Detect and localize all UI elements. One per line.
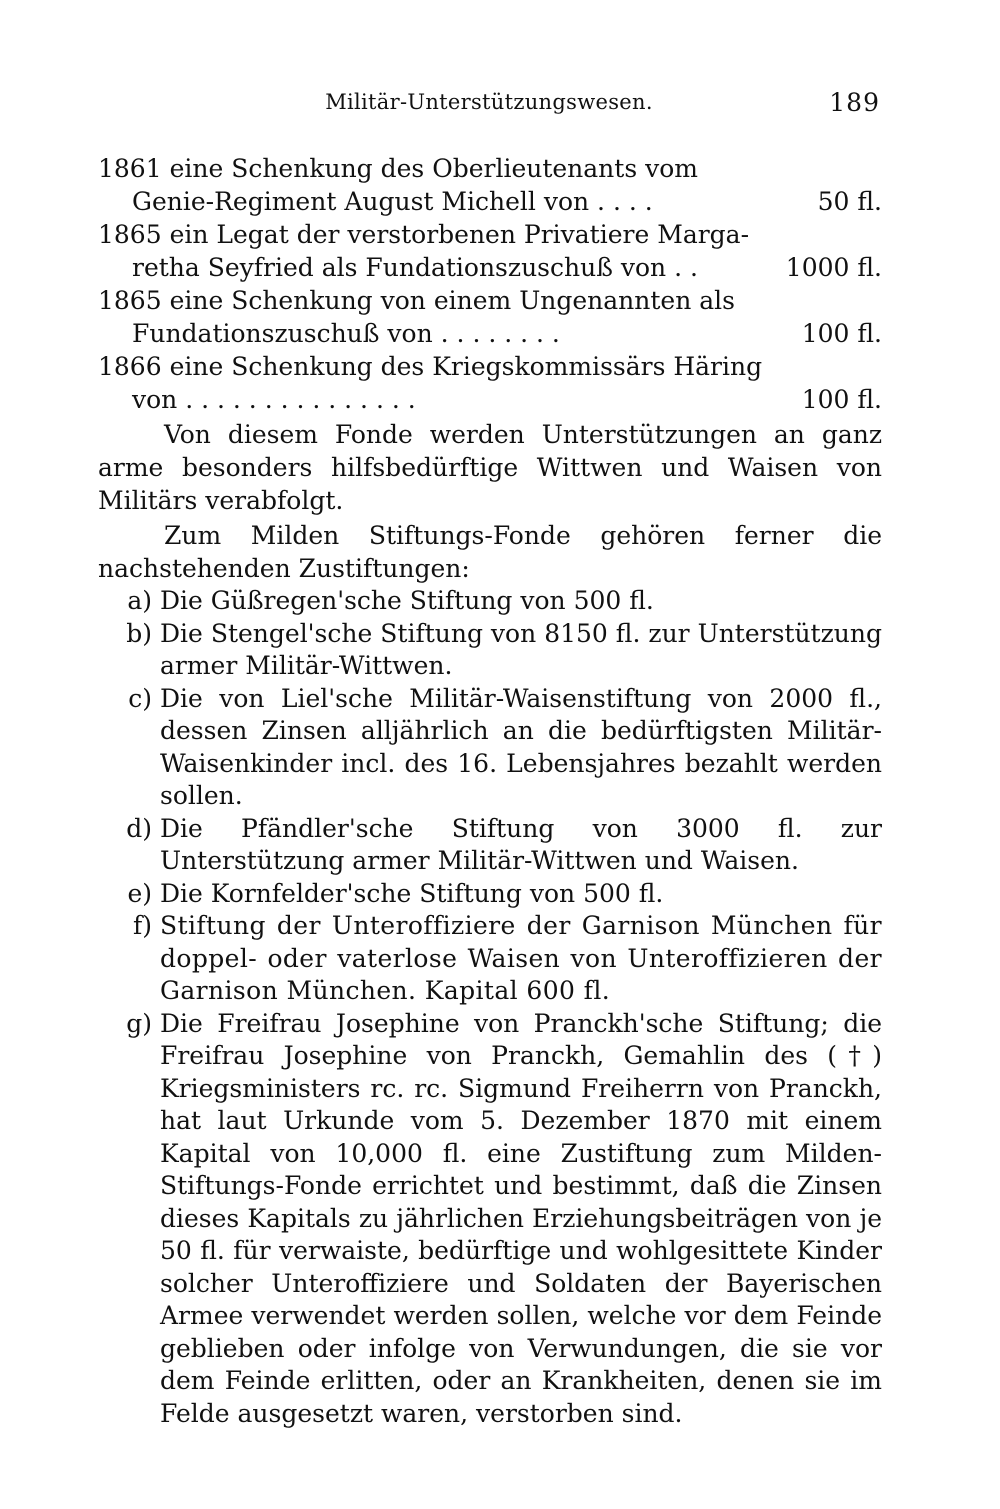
list-item [98, 1008, 882, 1431]
list-item-text: Die von Liel'sche Militär-Waisenstiftung von 2000 fl., dessen Zinsen alljährlich an die bedürftigsten Militär-Waisenkinder incl. des 16. Lebensjahres bezahlt werden sollen. [160, 683, 882, 810]
list-marker: d) [126, 813, 152, 843]
list-item-text: Die Freifrau Josephine von Pranckh'sche Stiftung; die Freifrau Josephine von Pranckh, Gemahlin des (†) Kriegsministers rc. rc. Sigmund Freiherrn von Pranckh, hat laut Urkunde vom 5. Dezember 1870 mit einem Kapital von 10,000 fl. eine Zustiftung zum Milden-Stiftungs-Fonde errichtet und bestimmt, daß die Zinsen dieses Kapitals zu jährlichen Erziehungsbeiträgen von je 50 fl. für verwaiste, bedürftige und wohlgesittete Kinder solcher Unteroffiziere und Soldaten der Bayerischen Armee verwendet werden sollen, welche vor dem Feinde geblieben oder infolge von Verwundungen, die sie vor dem Feinde erlitten, oder an Krankheiten, denen sie im Felde ausgesetzt waren, verstorben sind. [160, 1008, 882, 1428]
list-marker: c) [128, 683, 152, 713]
donation-entry [98, 218, 882, 284]
list-item-text: Stiftung der Unteroffiziere der Garnison München für doppel- oder vaterlose Waisen von Unteroffizieren der Garnison München. Kapital 600 fl. [160, 911, 882, 1005]
list-item [98, 618, 882, 683]
list-marker: b) [126, 618, 152, 648]
list-marker: a) [127, 586, 152, 615]
list-item-text: Die Kornfelder'sche Stiftung von 500 fl. [160, 878, 664, 908]
donation-line: retha Seyfried als Fundationszuschuß von . . [132, 253, 698, 282]
paragraph-endowments-intro: Zum Milden Stiftungs-Fonde gehören ferner die nachstehenden Zustiftungen: [98, 521, 882, 583]
list-item [98, 878, 882, 911]
running-head-title: Militär-Unterstützungswesen. [325, 90, 653, 114]
list-item [98, 813, 882, 878]
donation-line: 1865 eine Schenkung von einem Ungenannten als [98, 286, 735, 315]
donation-line: 1865 ein Legat der verstorbenen Privatiere Marga- [98, 220, 750, 249]
running-head [98, 86, 880, 120]
page-body [98, 152, 882, 1430]
list-item [98, 683, 882, 813]
list-item-text: Die Stengel'sche Stiftung von 8150 fl. zur Unterstützung armer Militär-Wittwen. [160, 618, 882, 680]
donation-line: Fundationszuschuß von . . . . . . . . [132, 319, 560, 348]
donation-line: von . . . . . . . . . . . . . . . [132, 385, 416, 414]
list-marker: g) [126, 1008, 152, 1038]
page-number: 189 [829, 88, 880, 117]
donation-amount: 1000 fl. [785, 253, 882, 282]
donation-entry [98, 350, 882, 416]
donation-entry [98, 152, 882, 218]
donation-entry [98, 284, 882, 350]
paragraph-fund-purpose: Von diesem Fonde werden Unterstützungen an ganz arme besonders hilfsbedürftige Wittwen und Waisen von Militärs verabfolgt. [98, 420, 882, 515]
list-item [98, 910, 882, 1008]
donation-line: 1866 eine Schenkung des Kriegskommissärs Häring [98, 352, 763, 381]
donation-line: Genie-Regiment August Michell von . . . . [132, 187, 653, 216]
list-item-text: Die Pfändler'sche Stiftung von 3000 fl. zur Unterstützung armer Militär-Wittwen und Waisen. [160, 813, 882, 875]
donation-line: 1861 eine Schenkung des Oberlieutenants vom [98, 154, 698, 183]
donation-amount: 100 fl. [801, 385, 882, 414]
list-marker: e) [127, 878, 152, 908]
list-marker: f) [132, 911, 152, 940]
endowment-list [98, 585, 882, 1430]
list-item-text: Die Güßregen'sche Stiftung von 500 fl. [160, 586, 654, 615]
list-item [98, 585, 882, 618]
donation-amount: 100 fl. [801, 319, 882, 348]
donation-amount: 50 fl. [817, 187, 882, 216]
